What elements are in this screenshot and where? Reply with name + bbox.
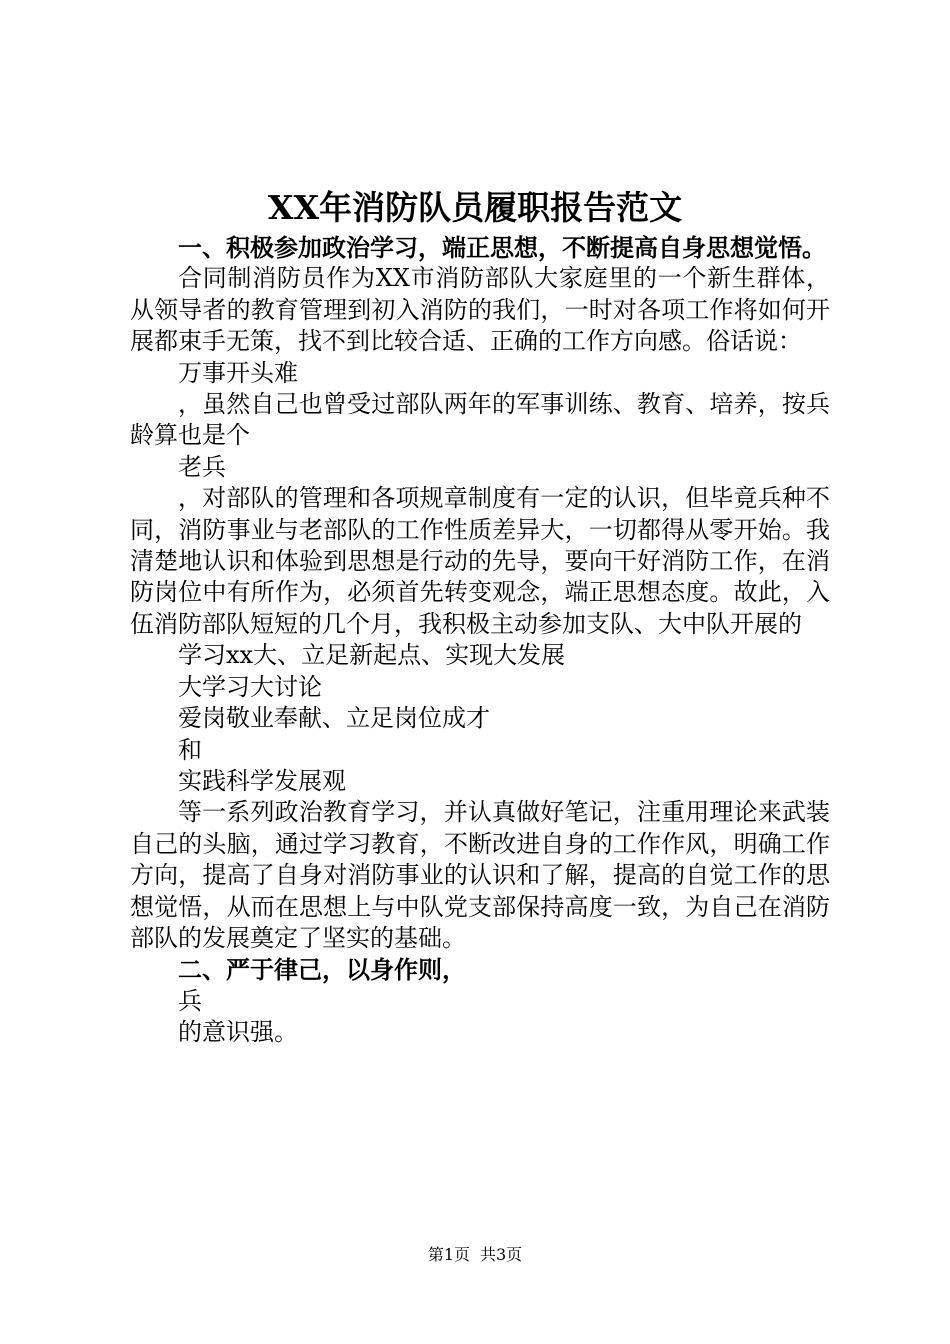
paragraph: 大学习大讨论 — [178, 672, 322, 701]
paragraph: ，对部队的管理和各项规章制度有一定的认识，但毕竟兵种不同，消防事业与老部队的工作性质差异大，一切都得从零开始。我清楚地认识和体验到思想是行动的先导，要向干好消防工作，在消防岗位中有所作为，必须首先转变观念，端正思想态度。故此，入伍消防部队短短的几个月，我积极主动参加支队、大中队开展的 — [130, 484, 830, 638]
document-title: XX年消防队员履职报告范文 — [267, 188, 683, 227]
page-number: 第1页 — [427, 1245, 470, 1264]
paragraph: 等一系列政治教育学习，并认真做好笔记，注重用理论来武装自己的头脑，通过学习教育，不断改进自身的工作作风，明确工作方向，提高了自身对消防事业的认识和了解，提高的自觉工作的思想觉悟，从而在思想上与中队党支部保持高度一致，为自己在消防部队的发展奠定了坚实的基础。 — [130, 798, 830, 952]
section-heading: 一、积极参加政治学习，端正思想，不断提高自身思想觉悟。 — [178, 233, 826, 262]
document-body — [130, 232, 830, 1049]
paragraph: 实践科学发展观 — [178, 766, 346, 795]
paragraph: 万事开头难 — [178, 358, 298, 387]
paragraph: 的意识强。 — [178, 1018, 298, 1047]
paragraph: 合同制消防员作为XX市消防部队大家庭里的一个新生群体，从领导者的教育管理到初入消防的我们，一时对各项工作将如何开展都束手无策，找不到比较合适、正确的工作方向感。俗话说： — [130, 264, 830, 356]
paragraph: 老兵 — [178, 452, 226, 481]
paragraph: 爱岗敬业奉献、立足岗位成才 — [178, 704, 490, 733]
section-heading: 二、严于律己，以身作则， — [178, 955, 466, 985]
paragraph: ，虽然自己也曾受过部队两年的军事训练、教育、培养，按兵龄算也是个 — [130, 390, 830, 450]
page-total: 共3页 — [480, 1245, 523, 1264]
paragraph: 学习xx大、立足新起点、实现大发展 — [178, 641, 566, 670]
page-footer — [0, 1244, 950, 1266]
paragraph: 和 — [178, 735, 202, 764]
paragraph: 兵 — [178, 986, 202, 1015]
